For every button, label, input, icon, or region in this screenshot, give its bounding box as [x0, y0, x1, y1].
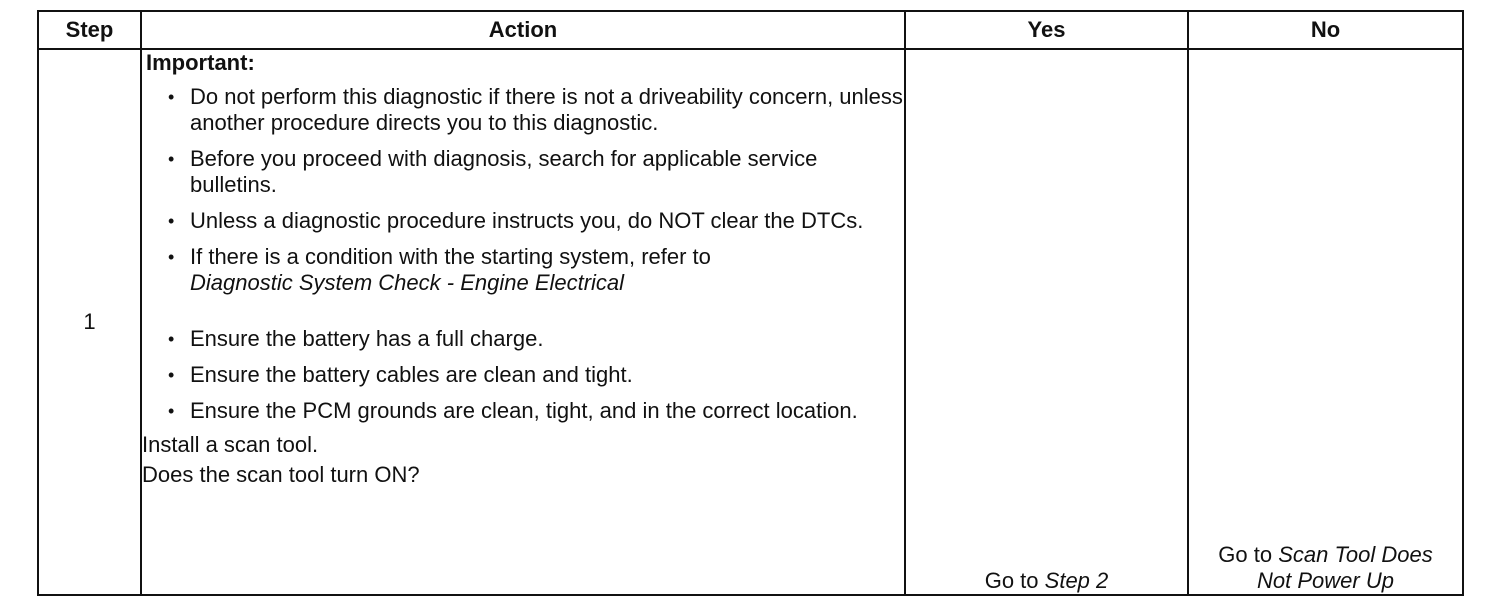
no-link-line2: Not Power Up [1257, 568, 1394, 593]
bullet-icon: • [168, 329, 175, 349]
bullet-icon: • [168, 247, 175, 267]
important-label: Important: [146, 50, 255, 75]
diagnostic-table-container [37, 10, 1462, 596]
bullet-text: Ensure the PCM grounds are clean, tight, and in the correct location. [190, 398, 858, 423]
bullet-text: Before you proceed with diagnosis, search for applicable service bulletins. [190, 146, 818, 197]
bullet-icon: • [168, 87, 175, 107]
question-text: Does the scan tool turn ON? [142, 462, 420, 487]
list-item [168, 326, 904, 352]
bullet-icon: • [168, 149, 175, 169]
bullet-icon: • [168, 365, 175, 385]
yes-prefix: Go to [984, 568, 1039, 593]
header-yes: Yes [905, 11, 1188, 49]
diagnostic-table [37, 10, 1464, 596]
bullet-icon: • [168, 211, 175, 231]
list-item [168, 146, 904, 198]
bullet-text: Ensure the battery has a full charge. [190, 326, 544, 351]
header-action: Action [141, 11, 905, 49]
no-cell [1188, 49, 1463, 595]
header-row [38, 11, 1463, 49]
list-item [168, 84, 904, 136]
yes-cell [905, 49, 1188, 595]
bullet-text: If there is a condition with the starting system, refer to [190, 244, 711, 269]
bullet-text: Ensure the battery cables are clean and tight. [190, 362, 633, 387]
action-cell [141, 49, 905, 595]
list-item [168, 244, 904, 296]
step-2-link[interactable]: Step 2 [1044, 568, 1109, 593]
no-link-line1: Scan Tool Does [1278, 542, 1433, 567]
engine-electrical-check-link[interactable]: Diagnostic System Check - Engine Electrical [190, 270, 625, 295]
list-item [168, 208, 904, 234]
table-row [38, 49, 1463, 595]
step-number: 1 [38, 49, 141, 595]
bullet-text: Unless a diagnostic procedure instructs you, do NOT clear the DTCs. [190, 208, 864, 233]
bullet-text: Do not perform this diagnostic if there is not a driveability concern, unless another procedure directs you to this diagnostic. [190, 84, 903, 135]
instruction-text: Install a scan tool. [142, 432, 319, 457]
bullet-icon: • [168, 401, 175, 421]
header-step: Step [38, 11, 141, 49]
header-no: No [1188, 11, 1463, 49]
scan-tool-does-not-power-up-link[interactable] [1257, 542, 1433, 593]
no-prefix: Go to [1218, 542, 1273, 567]
list-item [168, 362, 904, 388]
important-list [142, 84, 904, 424]
list-item [168, 398, 904, 424]
